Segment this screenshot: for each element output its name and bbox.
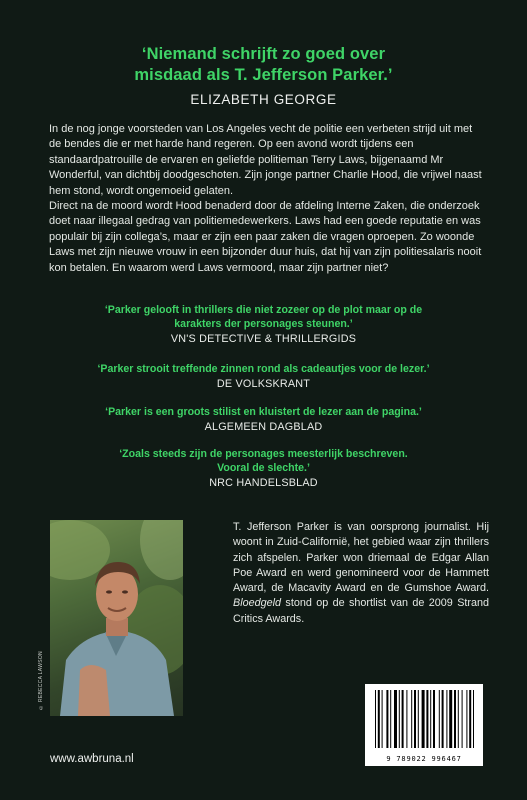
review-source: NRC HANDELSBLAD [209, 477, 318, 489]
photo-credit: © REBECCA LAWSON [38, 651, 44, 710]
publisher-website[interactable]: www.awbruna.nl [50, 753, 134, 765]
main-quote-attribution: ELIZABETH GEORGE [190, 92, 337, 107]
main-quote [40, 44, 487, 86]
review-quote-line: Vooral de slechte.’ [217, 462, 310, 474]
review-2 [40, 362, 487, 390]
review-quote [40, 447, 487, 475]
review-quote-line: karakters der personages steunen.’ [174, 318, 353, 330]
review-quote [40, 405, 487, 419]
author-photo [50, 520, 183, 716]
blurb-paragraph-2: Direct na de moord wordt Hood benaderd door de afdeling Interne Zaken, die onderzoek doet naar illegaal gedrag van politiemedewerkers. Laws had een goede reputatie en was populair bij zijn collega’s, maar er zijn een paar zaken die vragen oproepen. Zo woonde Laws met zijn nieuwe vrouw in een bijzonder duur huis, dat hij van zijn politiesalaris nooit kon betalen. En waarom werd Laws vermoord, maar zijn partner niet? [49, 200, 482, 274]
barcode-digits: 9 789022 996467 [386, 755, 462, 763]
blurb-paragraph-1: In de nog jonge voorsteden van Los Angeles vecht de politie een verbeten strijd uit met de bendes die er met harde hand regeren. Op een avond wordt tijdens een standaardpatrouille de ervaren en geliefde politieman Terry Laws, bijgenaamd Mr Wonderful, van dichtbij doodgeschoten. Zijn jonge partner Charlie Hood, die vrijwel naast hem stond, wordt ongemoeid gelaten. [49, 123, 482, 197]
author-portrait-illustration [50, 520, 183, 716]
review-quote-line: ‘Zoals steeds zijn de personages meesterlijk beschreven. [119, 448, 408, 460]
review-1 [40, 303, 487, 345]
review-source: DE VOLKSKRANT [216, 378, 311, 390]
review-quote-line: ‘Parker gelooft in thrillers die niet zozeer op de plot maar op de [104, 304, 423, 316]
review-source: VN'S DETECTIVE & THRILLERGIDS [170, 333, 357, 345]
review-quote [40, 362, 487, 376]
barcode-bars [365, 684, 483, 754]
review-source: ALGEMEEN DAGBLAD [204, 421, 323, 433]
main-quote-line-2: misdaad als T. Jefferson Parker.’ [134, 66, 393, 84]
author-bio-text-end: stond op de shortlist van de 2009 Strand Critics Awards. [233, 597, 489, 625]
review-quote-line: ‘Parker is een groots stilist en kluistert de lezer aan de pagina.’ [105, 406, 422, 418]
author-bio-book-title: Bloedgeld [233, 597, 282, 610]
review-4 [40, 447, 487, 489]
book-blurb [49, 122, 485, 276]
review-quote-line: ‘Parker strooit treffende zinnen rond als cadeautjes voor de lezer.’ [97, 363, 430, 375]
review-quote [40, 303, 487, 331]
author-bio-text: T. Jefferson Parker is van oorsprong journalist. Hij woont in Zuid-Californië, het gebied waar zijn thrillers zich afspelen. Parker won driemaal de Edgar Allan Poe Award en werd genomineerd voor de Hammett Award, de Macavity Award en de Gumshoe Award. [233, 521, 489, 595]
review-3 [40, 405, 487, 433]
author-bio [233, 520, 489, 627]
main-quote-line-1: ‘Niemand schrijft zo goed over [141, 45, 386, 63]
isbn-barcode [365, 684, 483, 766]
